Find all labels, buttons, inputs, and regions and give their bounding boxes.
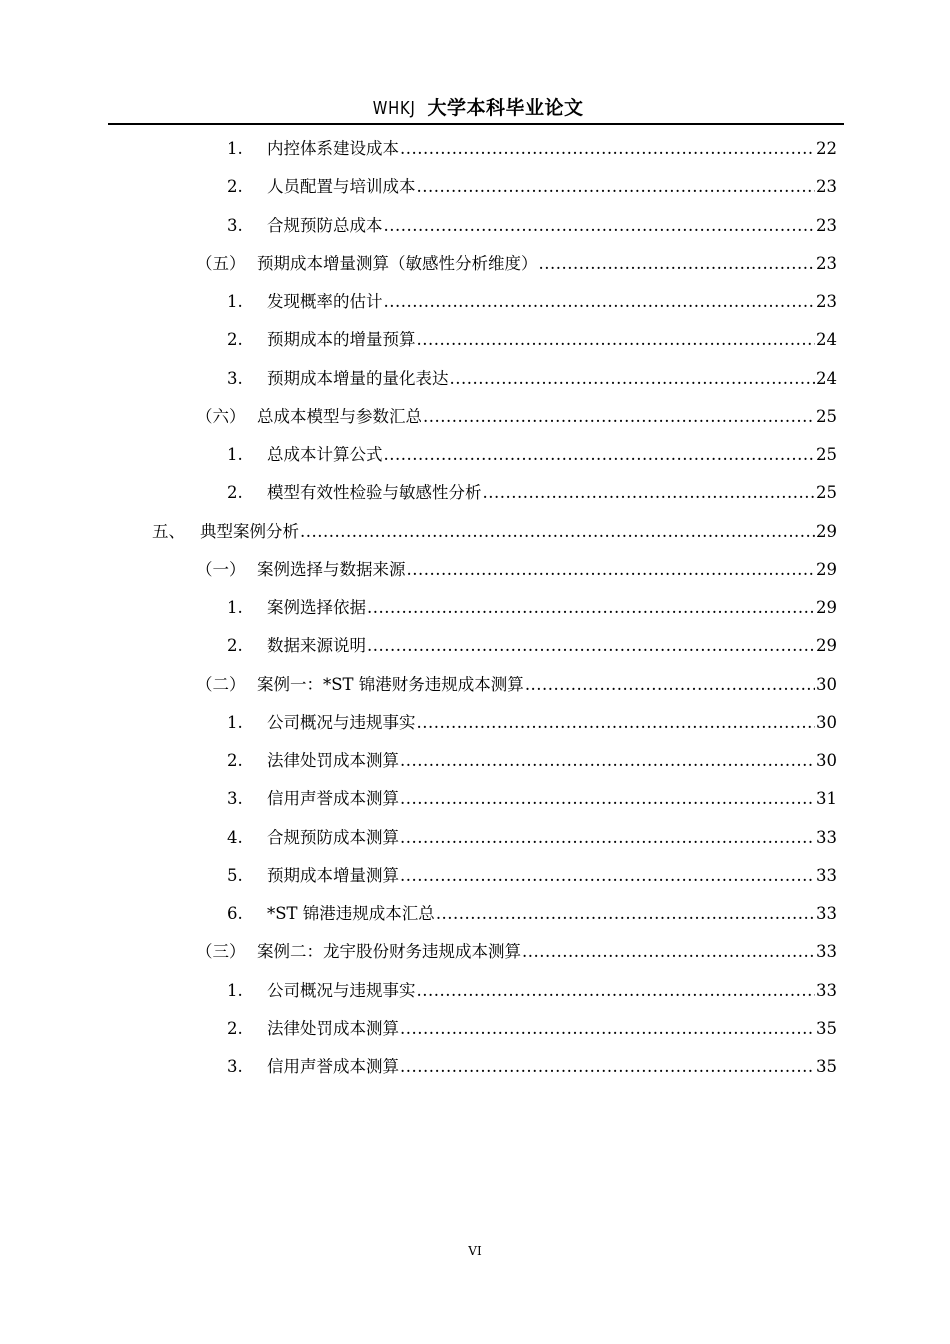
toc-dot-leader bbox=[417, 972, 816, 1010]
toc-entry-number: 5. bbox=[227, 865, 243, 885]
toc-entry[interactable] bbox=[227, 436, 837, 474]
toc-entry-title: 信用声誉成本测算 bbox=[267, 789, 399, 809]
toc-entry-title: 公司概况与违规事实 bbox=[267, 980, 416, 1000]
toc-entry-number: 2. bbox=[227, 483, 243, 503]
toc-entry-title: 合规预防成本测算 bbox=[267, 827, 399, 847]
toc-entry-page: 23 bbox=[816, 215, 837, 235]
toc-dot-leader bbox=[407, 551, 816, 589]
toc-entry-title: 数据来源说明 bbox=[267, 636, 366, 656]
toc-entry-page: 29 bbox=[816, 636, 837, 656]
toc-entry[interactable] bbox=[227, 474, 837, 512]
toc-entry-title: 法律处罚成本测算 bbox=[267, 751, 399, 770]
toc-entry-page: 23 bbox=[816, 177, 837, 197]
toc-entry[interactable] bbox=[227, 780, 837, 818]
toc-entry-number: 2. bbox=[227, 177, 243, 197]
toc-entry-title: 案例一：*ST 锦港财务违规成本测算 bbox=[257, 674, 524, 694]
page-header bbox=[108, 94, 844, 123]
toc-entry[interactable] bbox=[227, 819, 837, 857]
header-title: 大学本科毕业论文 bbox=[427, 97, 584, 119]
toc-dot-leader bbox=[367, 589, 815, 627]
toc-dot-leader bbox=[367, 627, 815, 665]
toc-dot-leader bbox=[384, 436, 816, 474]
toc-dot-leader bbox=[400, 780, 815, 818]
toc-entry[interactable] bbox=[227, 360, 837, 398]
toc-entry-title: 预期成本增量测算（敏感性分析维度） bbox=[257, 253, 538, 273]
toc-entry-number: 1. bbox=[227, 292, 243, 311]
toc-entry[interactable] bbox=[152, 513, 837, 551]
toc-entry[interactable] bbox=[196, 933, 837, 971]
toc-entry-number: （五） bbox=[196, 253, 246, 273]
toc-entry-title: 案例选择与数据来源 bbox=[257, 559, 406, 579]
toc-entry[interactable] bbox=[227, 207, 837, 245]
toc-entry-page: 33 bbox=[816, 942, 837, 962]
toc-dot-leader bbox=[400, 857, 815, 895]
toc-entry[interactable] bbox=[227, 321, 837, 359]
toc-entry-page: 33 bbox=[816, 827, 837, 847]
toc-entry-title: 人员配置与培训成本 bbox=[267, 177, 416, 197]
toc-dot-leader bbox=[384, 283, 816, 321]
toc-entry[interactable] bbox=[227, 857, 837, 895]
toc-entry-number: 1. bbox=[227, 445, 243, 464]
toc-entry-title: 合规预防总成本 bbox=[267, 215, 383, 235]
toc-dot-leader bbox=[400, 130, 815, 168]
toc-entry-page: 35 bbox=[816, 1057, 837, 1076]
toc-entry-title: 模型有效性检验与敏感性分析 bbox=[267, 483, 482, 503]
toc-entry-page: 29 bbox=[816, 598, 837, 617]
toc-entry-number: 2. bbox=[227, 1018, 243, 1038]
toc-entry-number: （一） bbox=[196, 559, 246, 579]
toc-entry-number: 3. bbox=[227, 215, 243, 235]
toc-entry-number: 1. bbox=[227, 712, 243, 732]
toc-entry-title: 总成本计算公式 bbox=[267, 445, 383, 464]
toc-dot-leader bbox=[300, 513, 815, 551]
toc-entry-title: 总成本模型与参数汇总 bbox=[257, 406, 422, 426]
toc-entry-page: 23 bbox=[816, 253, 837, 273]
toc-entry-page: 29 bbox=[816, 559, 837, 579]
toc-entry[interactable] bbox=[227, 704, 837, 742]
toc-entry-title: 内控体系建设成本 bbox=[267, 139, 399, 158]
toc-entry-number: （六） bbox=[196, 406, 246, 426]
toc-entry-title: 案例选择依据 bbox=[267, 598, 366, 617]
toc-entry[interactable] bbox=[196, 398, 837, 436]
header-latin: WHKJ bbox=[373, 98, 417, 119]
toc-dot-leader bbox=[436, 895, 815, 933]
toc-entry-page: 30 bbox=[816, 674, 837, 694]
toc-dot-leader bbox=[525, 666, 815, 704]
toc-dot-leader bbox=[400, 819, 815, 857]
toc-entry-number: 2. bbox=[227, 751, 243, 770]
toc-entry[interactable] bbox=[227, 130, 837, 168]
toc-entry[interactable] bbox=[196, 551, 837, 589]
toc-dot-leader bbox=[539, 245, 816, 283]
toc-entry-title: 公司概况与违规事实 bbox=[267, 712, 416, 732]
toc-entry-number: 1. bbox=[227, 139, 243, 158]
toc-dot-leader bbox=[450, 360, 816, 398]
toc-entry[interactable] bbox=[227, 627, 837, 665]
toc-dot-leader bbox=[384, 207, 816, 245]
toc-dot-leader bbox=[400, 1048, 815, 1086]
toc-entry[interactable] bbox=[227, 895, 837, 933]
toc-entry-page: 25 bbox=[816, 483, 837, 503]
toc-entry-title: 信用声誉成本测算 bbox=[267, 1057, 399, 1076]
toc-entry-number: （二） bbox=[196, 674, 246, 694]
toc-entry-number: 3. bbox=[227, 368, 243, 388]
toc-entry-page: 30 bbox=[816, 751, 837, 770]
toc-entry-number: 2. bbox=[227, 330, 243, 350]
toc-entry[interactable] bbox=[227, 589, 837, 627]
toc-entry-title: 案例二：龙宇股份财务违规成本测算 bbox=[257, 942, 521, 962]
toc-entry-number: 6. bbox=[227, 904, 243, 923]
toc-entry-number: （三） bbox=[196, 942, 246, 962]
toc-entry-page: 24 bbox=[816, 330, 837, 350]
header-rule bbox=[108, 123, 844, 125]
toc-dot-leader bbox=[417, 321, 816, 359]
toc-entry[interactable] bbox=[227, 168, 837, 206]
toc-entry-number: 1. bbox=[227, 598, 243, 617]
toc-dot-leader bbox=[522, 933, 815, 971]
toc-dot-leader bbox=[417, 168, 816, 206]
toc-entry-number: 4. bbox=[227, 827, 243, 847]
toc-entry-page: 22 bbox=[816, 139, 837, 158]
toc-entry-page: 25 bbox=[816, 445, 837, 464]
toc-dot-leader bbox=[423, 398, 815, 436]
toc-entry[interactable] bbox=[196, 245, 837, 283]
toc-dot-leader bbox=[483, 474, 816, 512]
toc-entry-title: 法律处罚成本测算 bbox=[267, 1018, 399, 1038]
toc-entry-title: 预期成本增量的量化表达 bbox=[267, 368, 449, 388]
toc-dot-leader bbox=[400, 1010, 815, 1048]
toc-entry-page: 33 bbox=[816, 980, 837, 1000]
toc-entry-page: 33 bbox=[816, 904, 837, 923]
toc-entry-page: 31 bbox=[816, 789, 837, 809]
toc-entry-page: 25 bbox=[816, 406, 837, 426]
toc-entry-page: 23 bbox=[816, 292, 837, 311]
toc-entry-number: 3. bbox=[227, 789, 243, 809]
toc-entry[interactable] bbox=[227, 1010, 837, 1048]
toc-entry-page: 29 bbox=[816, 521, 837, 541]
toc-entry-number: 3. bbox=[227, 1057, 243, 1076]
toc-entry-number: 2. bbox=[227, 636, 243, 656]
toc-entry-title: 发现概率的估计 bbox=[267, 292, 383, 311]
toc-entry[interactable] bbox=[227, 283, 837, 321]
toc-entry-number: 1. bbox=[227, 980, 243, 1000]
toc-entry-number: 五、 bbox=[152, 521, 185, 541]
toc-entry-page: 33 bbox=[816, 865, 837, 885]
toc-dot-leader bbox=[400, 742, 815, 780]
toc-entry-title: 预期成本增量测算 bbox=[267, 865, 399, 885]
toc-entry-page: 35 bbox=[816, 1018, 837, 1038]
page-number: VI bbox=[468, 1244, 482, 1258]
toc-entry[interactable] bbox=[227, 742, 837, 780]
toc-entry[interactable] bbox=[227, 972, 837, 1010]
toc-entry[interactable] bbox=[196, 666, 837, 704]
toc-dot-leader bbox=[417, 704, 816, 742]
toc-entry-page: 24 bbox=[816, 368, 837, 388]
toc-entry[interactable] bbox=[227, 1048, 837, 1086]
toc-entry-title: 典型案例分析 bbox=[200, 521, 299, 541]
toc-entry-title: *ST 锦港违规成本汇总 bbox=[267, 904, 435, 923]
toc-entry-title: 预期成本的增量预算 bbox=[267, 330, 416, 350]
toc-entry-page: 30 bbox=[816, 712, 837, 732]
